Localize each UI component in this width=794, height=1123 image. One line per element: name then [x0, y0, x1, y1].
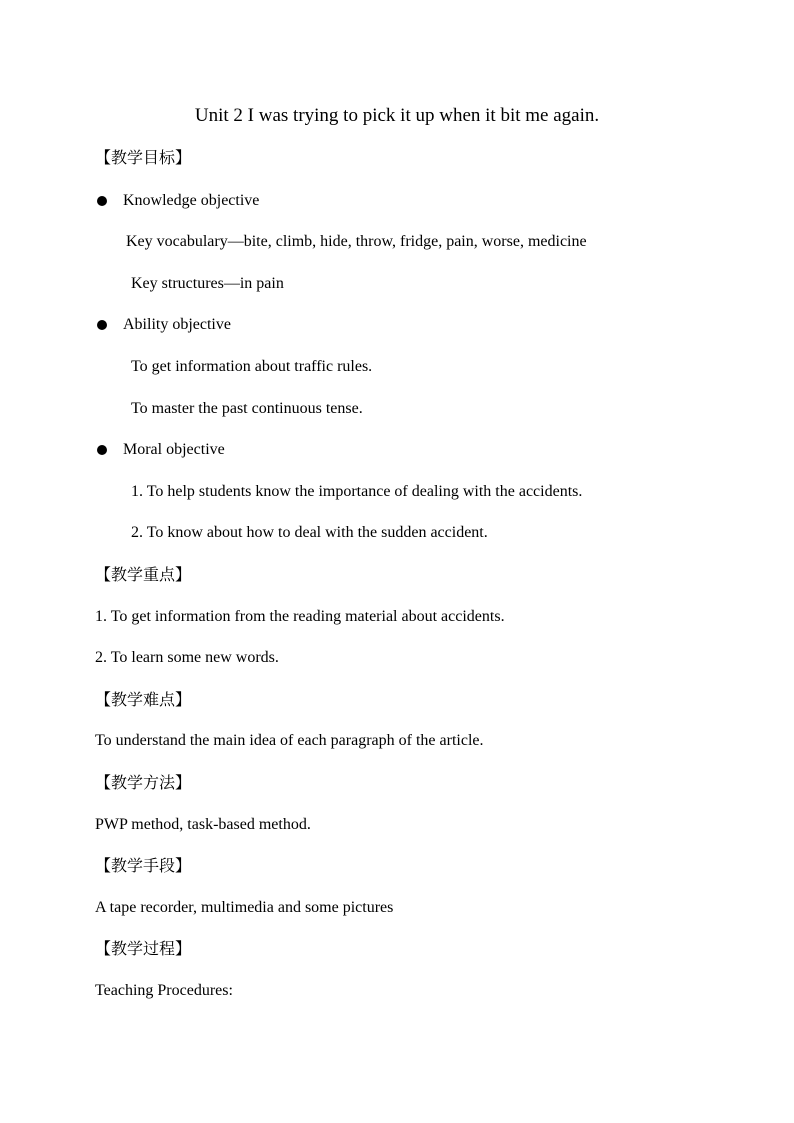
ability-line-1: To get information about traffic rules.: [131, 358, 373, 375]
aids-line-1: A tape recorder, multimedia and some pictures: [95, 899, 394, 916]
page-title: Unit 2 I was trying to pick it up when it bit me again.: [194, 105, 600, 126]
bullet-dot-icon: [97, 196, 107, 206]
moral-line-2: 2. To know about how to deal with the sudden accident.: [131, 524, 488, 541]
section-heading-difficulties: 【教学难点】: [95, 690, 192, 709]
key-points-line-1: 1. To get information from the reading material about accidents.: [95, 608, 505, 625]
bullet-dot-icon: [97, 445, 107, 455]
bullet-label: Knowledge objective: [123, 192, 260, 209]
moral-line-1: 1. To help students know the importance of dealing with the accidents.: [131, 483, 583, 500]
methods-line-1: PWP method, task-based method.: [95, 816, 311, 833]
ability-line-2: To master the past continuous tense.: [131, 400, 363, 417]
bullet-label: Moral objective: [123, 441, 225, 458]
section-heading-procedure: 【教学过程】: [95, 939, 192, 958]
key-structures-line: Key structures—in pain: [131, 275, 284, 292]
key-vocabulary-line: Key vocabulary—bite, climb, hide, throw, fridge, pain, worse, medicine: [126, 233, 587, 250]
section-heading-aids: 【教学手段】: [95, 856, 192, 875]
key-points-line-2: 2. To learn some new words.: [95, 649, 279, 666]
bullet-label: Ability objective: [123, 316, 231, 333]
section-heading-objectives: 【教学目标】: [95, 148, 192, 167]
bullet-dot-icon: [97, 320, 107, 330]
procedure-line-1: Teaching Procedures:: [95, 982, 233, 999]
section-heading-key-points: 【教学重点】: [95, 565, 192, 584]
difficulties-line-1: To understand the main idea of each paragraph of the article.: [95, 732, 484, 749]
section-heading-methods: 【教学方法】: [95, 773, 192, 792]
